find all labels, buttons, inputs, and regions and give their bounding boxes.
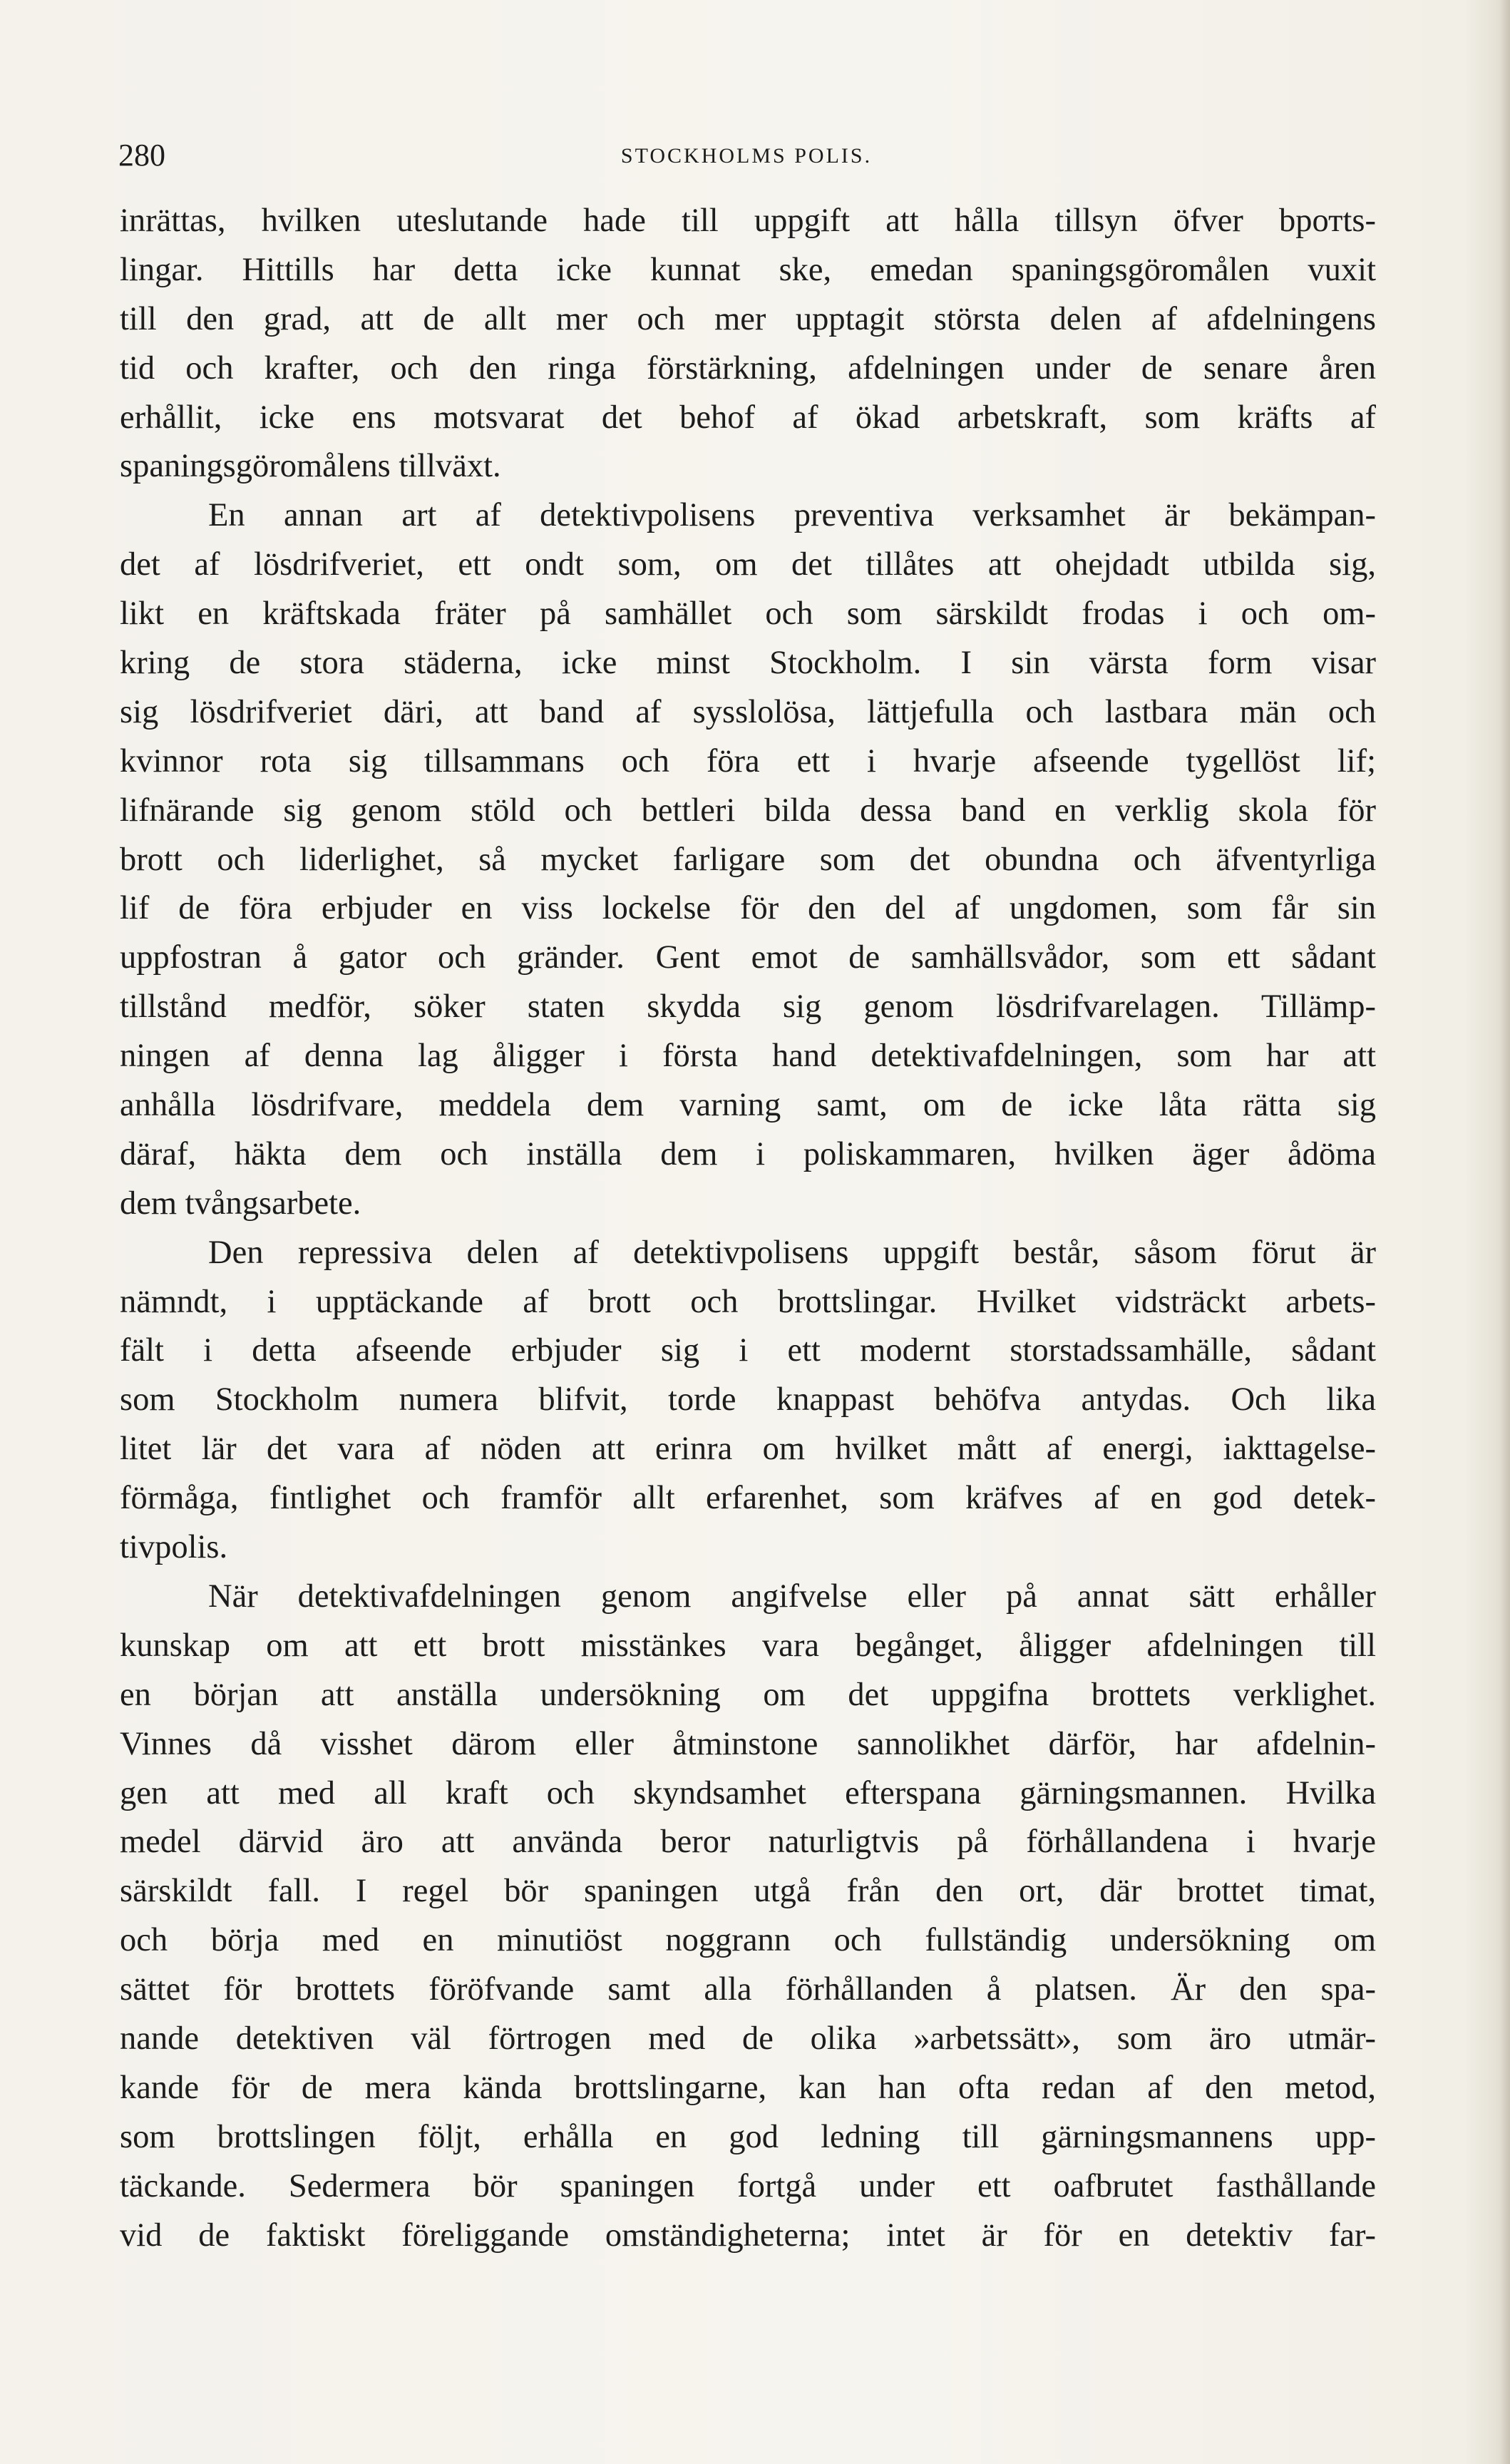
text-line: nämndt, i upptäckande af brott och brottslingar. Hvilket vidsträckt arbets-: [120, 1283, 1376, 1320]
text-line: anhålla lösdrifvare, meddela dem varning samt, om de icke låta rätta sig: [120, 1087, 1376, 1124]
text-line: En annan art af detektivpolisens preventiva verksamhet är bekämpan-: [208, 497, 1376, 534]
text-line: spaningsgöromålens tillväxt.: [120, 448, 501, 485]
text-line: medel därvid äro att använda beror naturligtvis på förhållandena i hvarje: [120, 1824, 1376, 1861]
text-line: likt en kräftskada fräter på samhället och som särskildt frodas i och om-: [120, 595, 1376, 633]
body-text: [120, 197, 1376, 2260]
text-line: sig lösdrifveriet däri, att band af sysslolösa, lättjefulla och lastbara män och: [120, 693, 1376, 730]
text-line: kring de stora städerna, icke minst Stockholm. I sin värsta form visar: [120, 645, 1376, 682]
text-line: fält i detta afseende erbjuder sig i ett modernt storstadssamhälle, sådant: [120, 1332, 1376, 1369]
text-line: lif de föra erbjuder en viss lockelse för den del af ungdomen, som får sin: [120, 890, 1376, 927]
paragraph: [120, 1573, 1376, 2260]
text-line: tid och krafter, och den ringa förstärkning, afdelningen under de senare åren: [120, 349, 1376, 387]
text-line: och börja med en minutiöst noggrann och fullständig undersökning om: [120, 1922, 1376, 1959]
page-number: 280: [118, 138, 165, 173]
page-edge-shadow: [1500, 0, 1510, 2464]
text-line: gen att med all kraft och skyndsamhet efterspana gärningsmannen. Hvilka: [120, 1774, 1376, 1811]
text-line: till den grad, att de allt mer och mer upptagit största delen af afdelningens: [120, 300, 1376, 337]
running-head: STOCKHOLMS POLIS.: [620, 144, 873, 168]
text-line: nande detektiven väl förtrogen med de olika »arbetssätt», som äro utmär-: [120, 2020, 1376, 2057]
text-line: När detektivafdelningen genom angifvelse eller på annat sätt erhåller: [208, 1578, 1376, 1615]
text-line: Vinnes då visshet därom eller åtminstone sannolikhet därför, har afdelnin-: [120, 1725, 1376, 1762]
text-line: som Stockholm numera blifvit, torde knappast behöfva antydas. Och lika: [120, 1381, 1376, 1418]
text-line: tillstånd medför, söker staten skydda sig genom lösdrifvarelagen. Tillämp-: [120, 988, 1376, 1026]
text-line: lingar. Hittills har detta icke kunnat ske, emedan spaningsgöromålen vuxit: [120, 251, 1376, 288]
paragraph: [120, 491, 1376, 1228]
text-line: vid de faktiskt föreliggande omständigheterna; intet är för en detektiv far-: [120, 2217, 1376, 2254]
text-line: sättet för brottets föröfvande samt alla förhållanden å platsen. Är den spa-: [120, 1971, 1376, 2008]
text-line: tivpolis.: [120, 1529, 228, 1566]
text-line: kunskap om att ett brott misstänkes vara begånget, åligger afdelningen till: [120, 1627, 1376, 1664]
paragraph: [120, 1229, 1376, 1573]
text-line: det af lösdrifveriet, ett ondt som, om det tillåtes att ohejdadt utbilda sig,: [120, 546, 1376, 583]
text-line: en början att anställa undersökning om det uppgifna brottets verklighet.: [120, 1676, 1376, 1713]
text-line: lifnärande sig genom stöld och bettleri bilda dessa band en verklig skola för: [120, 792, 1376, 829]
text-line: dem tvångsarbete.: [120, 1185, 361, 1222]
paragraph: [120, 197, 1376, 491]
text-line: inrättas, hvilken uteslutande hade till uppgift att hålla tillsyn öfver bротts-: [120, 203, 1376, 239]
text-line: täckande. Sedermera bör spaningen fortgå under ett oafbrutet fasthållande: [120, 2167, 1376, 2204]
text-line: kande för de mera kända brottslingarne, kan han ofta redan af den metod,: [120, 2069, 1376, 2106]
text-line: kvinnor rota sig tillsammans och föra ett i hvarje afseende tygellöst lif;: [120, 742, 1376, 779]
text-line: Den repressiva delen af detektivpolisens uppgift består, såsom förut är: [208, 1234, 1376, 1271]
page-header: [118, 134, 1375, 177]
text-line: brott och liderlighet, så mycket farligare som det obundna och äfventyrliga: [120, 841, 1376, 878]
text-line: särskildt fall. I regel bör spaningen utgå från den ort, där brottet timat,: [120, 1873, 1376, 1910]
text-line: förmåga, fintlighet och framför allt erfarenhet, som kräfves af en god detek-: [120, 1480, 1376, 1517]
text-line: ningen af denna lag åligger i första hand detektivafdelningen, som har att: [120, 1038, 1376, 1075]
text-line: uppfostran å gator och gränder. Gent emot de samhällsvådor, som ett sådant: [120, 939, 1376, 976]
text-line: erhållit, icke ens motsvarat det behof af ökad arbetskraft, som kräfts af: [120, 399, 1376, 436]
text-line: däraf, häkta dem och inställa dem i poliskammaren, hvilken äger ådöma: [120, 1135, 1376, 1172]
text-line: litet lär det vara af nöden att erinra om hvilket mått af energi, iakttagelse-: [120, 1431, 1376, 1468]
text-line: som brottslingen följt, erhålla en god ledning till gärningsmannens upp-: [120, 2118, 1376, 2155]
